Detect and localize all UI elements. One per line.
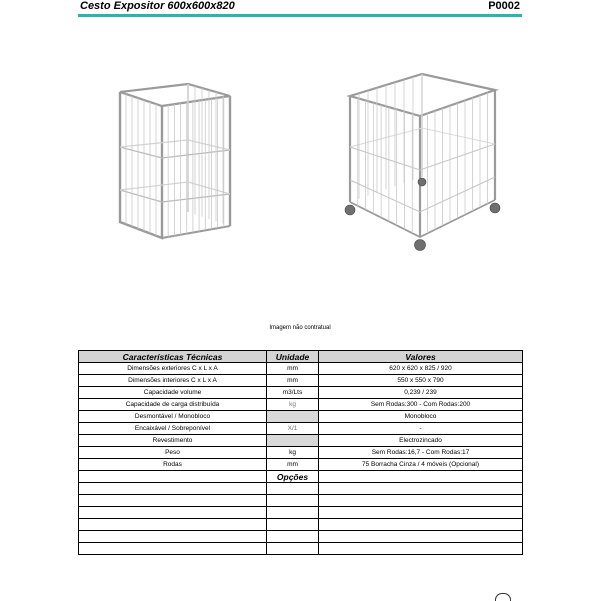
options-header-row [79, 471, 523, 483]
options-cell [79, 483, 267, 495]
table-row [79, 411, 523, 423]
table-row [79, 375, 523, 387]
options-cell [267, 531, 319, 543]
options-cell [79, 495, 267, 507]
row-value: Sem Rodas:300 - Com Rodas:200 [319, 399, 523, 411]
row-label: Rodas [79, 459, 267, 471]
row-value: 620 x 620 x 825 / 920 [319, 363, 523, 375]
options-cell [79, 531, 267, 543]
row-value: Electrozincado [319, 435, 523, 447]
header-characteristics: Características Técnicas [79, 351, 267, 363]
options-row [79, 519, 523, 531]
row-unit: kg [267, 399, 319, 411]
options-cell [319, 543, 523, 555]
row-unit [267, 435, 319, 447]
table-row [79, 459, 523, 471]
options-row [79, 483, 523, 495]
options-row [79, 507, 523, 519]
options-cell [267, 495, 319, 507]
options-blank-left [79, 471, 267, 483]
options-cell [319, 519, 523, 531]
options-cell [79, 507, 267, 519]
row-label: Dimensões exteriores C x L x A [79, 363, 267, 375]
wire-basket-front-image [80, 52, 268, 262]
table-row [79, 423, 523, 435]
options-cell [319, 495, 523, 507]
options-cell [319, 483, 523, 495]
wire-basket-wheels-drawing [330, 52, 518, 262]
options-cell [267, 507, 319, 519]
row-unit: m3/Lts [267, 387, 319, 399]
options-cell [267, 519, 319, 531]
wire-basket-front-drawing [80, 52, 268, 262]
options-row [79, 543, 523, 555]
row-value: - [319, 423, 523, 435]
header-unit: Unidade [267, 351, 319, 363]
row-value: 75 Borracha Cinza / 4 móveis (Opcional) [319, 459, 523, 471]
row-label: Capacidade volume [79, 387, 267, 399]
row-unit: mm [267, 459, 319, 471]
options-row [79, 531, 523, 543]
row-value: 550 x 550 x 790 [319, 375, 523, 387]
row-unit: kg [267, 447, 319, 459]
row-label: Peso [79, 447, 267, 459]
table-row [79, 387, 523, 399]
options-header: Opções [267, 471, 319, 483]
row-label: Encaixável / Sobreponível [79, 423, 267, 435]
table-row [79, 399, 523, 411]
options-cell [267, 483, 319, 495]
table-row [79, 363, 523, 375]
row-unit [267, 411, 319, 423]
options-cell [79, 519, 267, 531]
options-cell [319, 507, 523, 519]
row-unit: mm [267, 363, 319, 375]
product-code: P0002 [488, 0, 520, 12]
header-values: Valores [319, 351, 523, 363]
row-label: Dimensões interiores C x L x A [79, 375, 267, 387]
options-blank-right [319, 471, 523, 483]
row-unit: mm [267, 375, 319, 387]
options-row [79, 495, 523, 507]
technical-spec-table [78, 350, 523, 555]
options-cell [79, 543, 267, 555]
options-cell [319, 531, 523, 543]
row-label: Revestimento [79, 435, 267, 447]
table-row [79, 447, 523, 459]
row-label: Capacidade de carga distribuída [79, 399, 267, 411]
table-header-row [79, 351, 523, 363]
document-title: Cesto Expositor 600x600x820 [80, 0, 235, 12]
row-label: Desmontável / Monobloco [79, 411, 267, 423]
image-disclaimer: Imagem não contratual [269, 325, 331, 331]
row-value: 0,239 / 239 [319, 387, 523, 399]
row-value: Monobloco [319, 411, 523, 423]
table-row [79, 435, 523, 447]
wire-basket-wheels-image [330, 52, 518, 262]
row-unit: X/1 [267, 423, 319, 435]
row-value: Sem Rodas:16,7 - Com Rodas:17 [319, 447, 523, 459]
options-cell [267, 543, 319, 555]
page-header [78, 0, 522, 17]
